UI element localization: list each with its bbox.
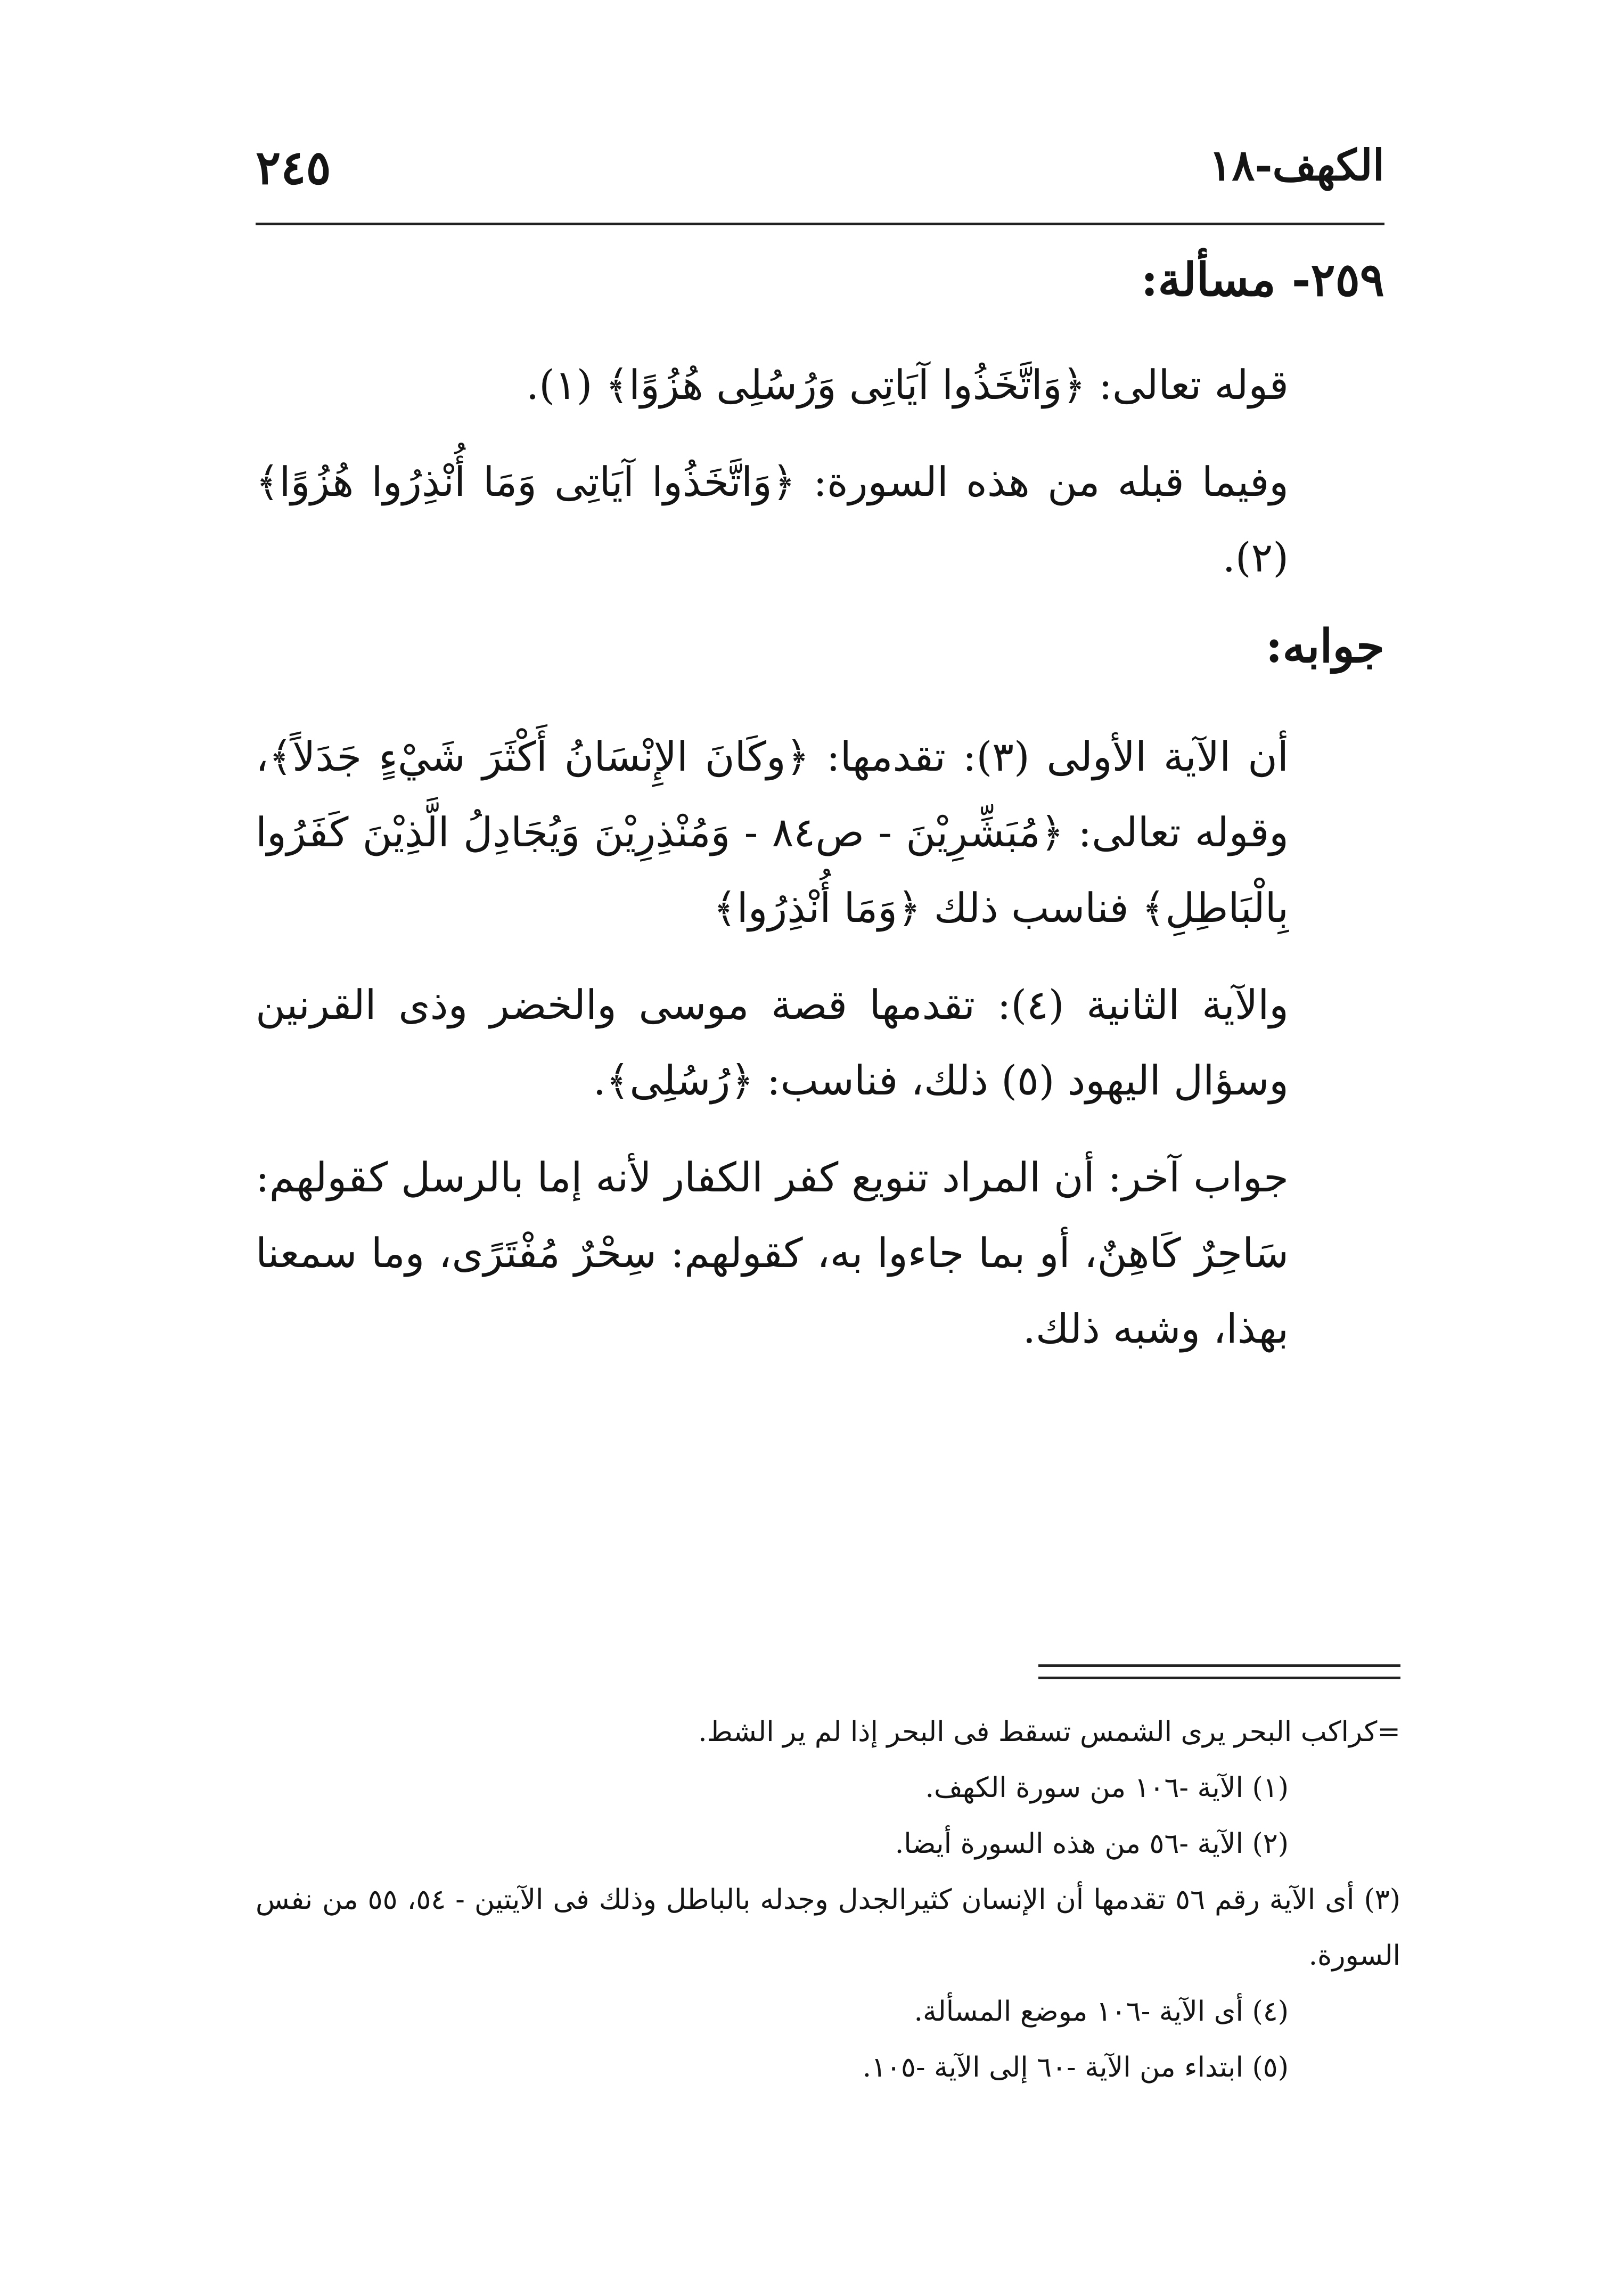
footnote-2: (٢) الآية -٥٦ من هذه السورة أيضا. xyxy=(895,1828,1289,1860)
page-number: ٢٤٥ xyxy=(256,140,331,195)
answer-paragraph-1: أن الآية الأولى (٣): تقدمها: ﴿وكَانَ الإِنْسَانُ أَكْثَرَ شَيْءٍ جَدَلاً﴾، وقوله تعالى: ﴿مُبَشِّرِيْنَ - ص٨٤ - وَمُنْذِرِيْنَ وَيُجَادِلُ الَّذِيْنَ كَفَرُوا بِالْبَاطِلِ﴾ فناسب ذلك ﴿وَمَا أُنْذِرُوا﴾ xyxy=(256,732,1289,932)
footnote-rule xyxy=(1038,1664,1400,1679)
page-header xyxy=(256,133,1384,213)
question-heading: ٢٥٩- مسألة: xyxy=(1141,253,1384,307)
answer-paragraph-3: جواب آخر: أن المراد تنويع كفر الكفار لأنه إما بالرسل كقولهم: سَاحِرٌ كَاهِنٌ، أو بما جاءوا به، كقولهم: سِحْرٌ مُفْتَرًى، وما سمعنا بهذا، وشبه ذلك. xyxy=(256,1153,1289,1352)
main-text xyxy=(256,250,1384,1388)
question-paragraph-2: وفيما قبله من هذه السورة: ﴿وَاتَّخَذُوا آيَاتِى وَمَا أُنْذِرُوا هُزُوًا﴾ (٢). xyxy=(256,457,1289,581)
footnote-continuation: =كراكب البحر يرى الشمس تسقط فى البحر إذا لم ير الشط. xyxy=(698,1716,1400,1748)
running-head: الكهف-١٨ xyxy=(1209,140,1384,190)
footnotes xyxy=(256,1704,1400,2096)
answer-paragraph-2: والآية الثانية (٤): تقدمها قصة موسى والخضر وذى القرنين وسؤال اليهود (٥) ذلك، فناسب: ﴿رُسُلِى﴾. xyxy=(256,981,1289,1104)
header-rule xyxy=(256,223,1384,225)
footnote-1: (١) الآية -١٠٦ من سورة الكهف. xyxy=(925,1772,1289,1804)
footnote-5: (٥) ابتداء من الآية -٦٠ إلى الآية -١٠٥. xyxy=(862,2052,1289,2083)
answer-heading: جوابه: xyxy=(1265,619,1384,673)
footnote-3: (٣) أى الآية رقم ٥٦ تقدمها أن الإنسان كثيرالجدل وجدله بالباطل وذلك فى الآيتين - ٥٤، ٥٥ من نفس السورة. xyxy=(256,1884,1400,1972)
footnote-4: (٤) أى الآية -١٠٦ موضع المسألة. xyxy=(914,1996,1289,2028)
question-paragraph-1: قوله تعالى: ﴿وَاتَّخَذُوا آيَاتِى وَرُسُلِى هُزُوًا﴾ (١). xyxy=(526,361,1289,408)
